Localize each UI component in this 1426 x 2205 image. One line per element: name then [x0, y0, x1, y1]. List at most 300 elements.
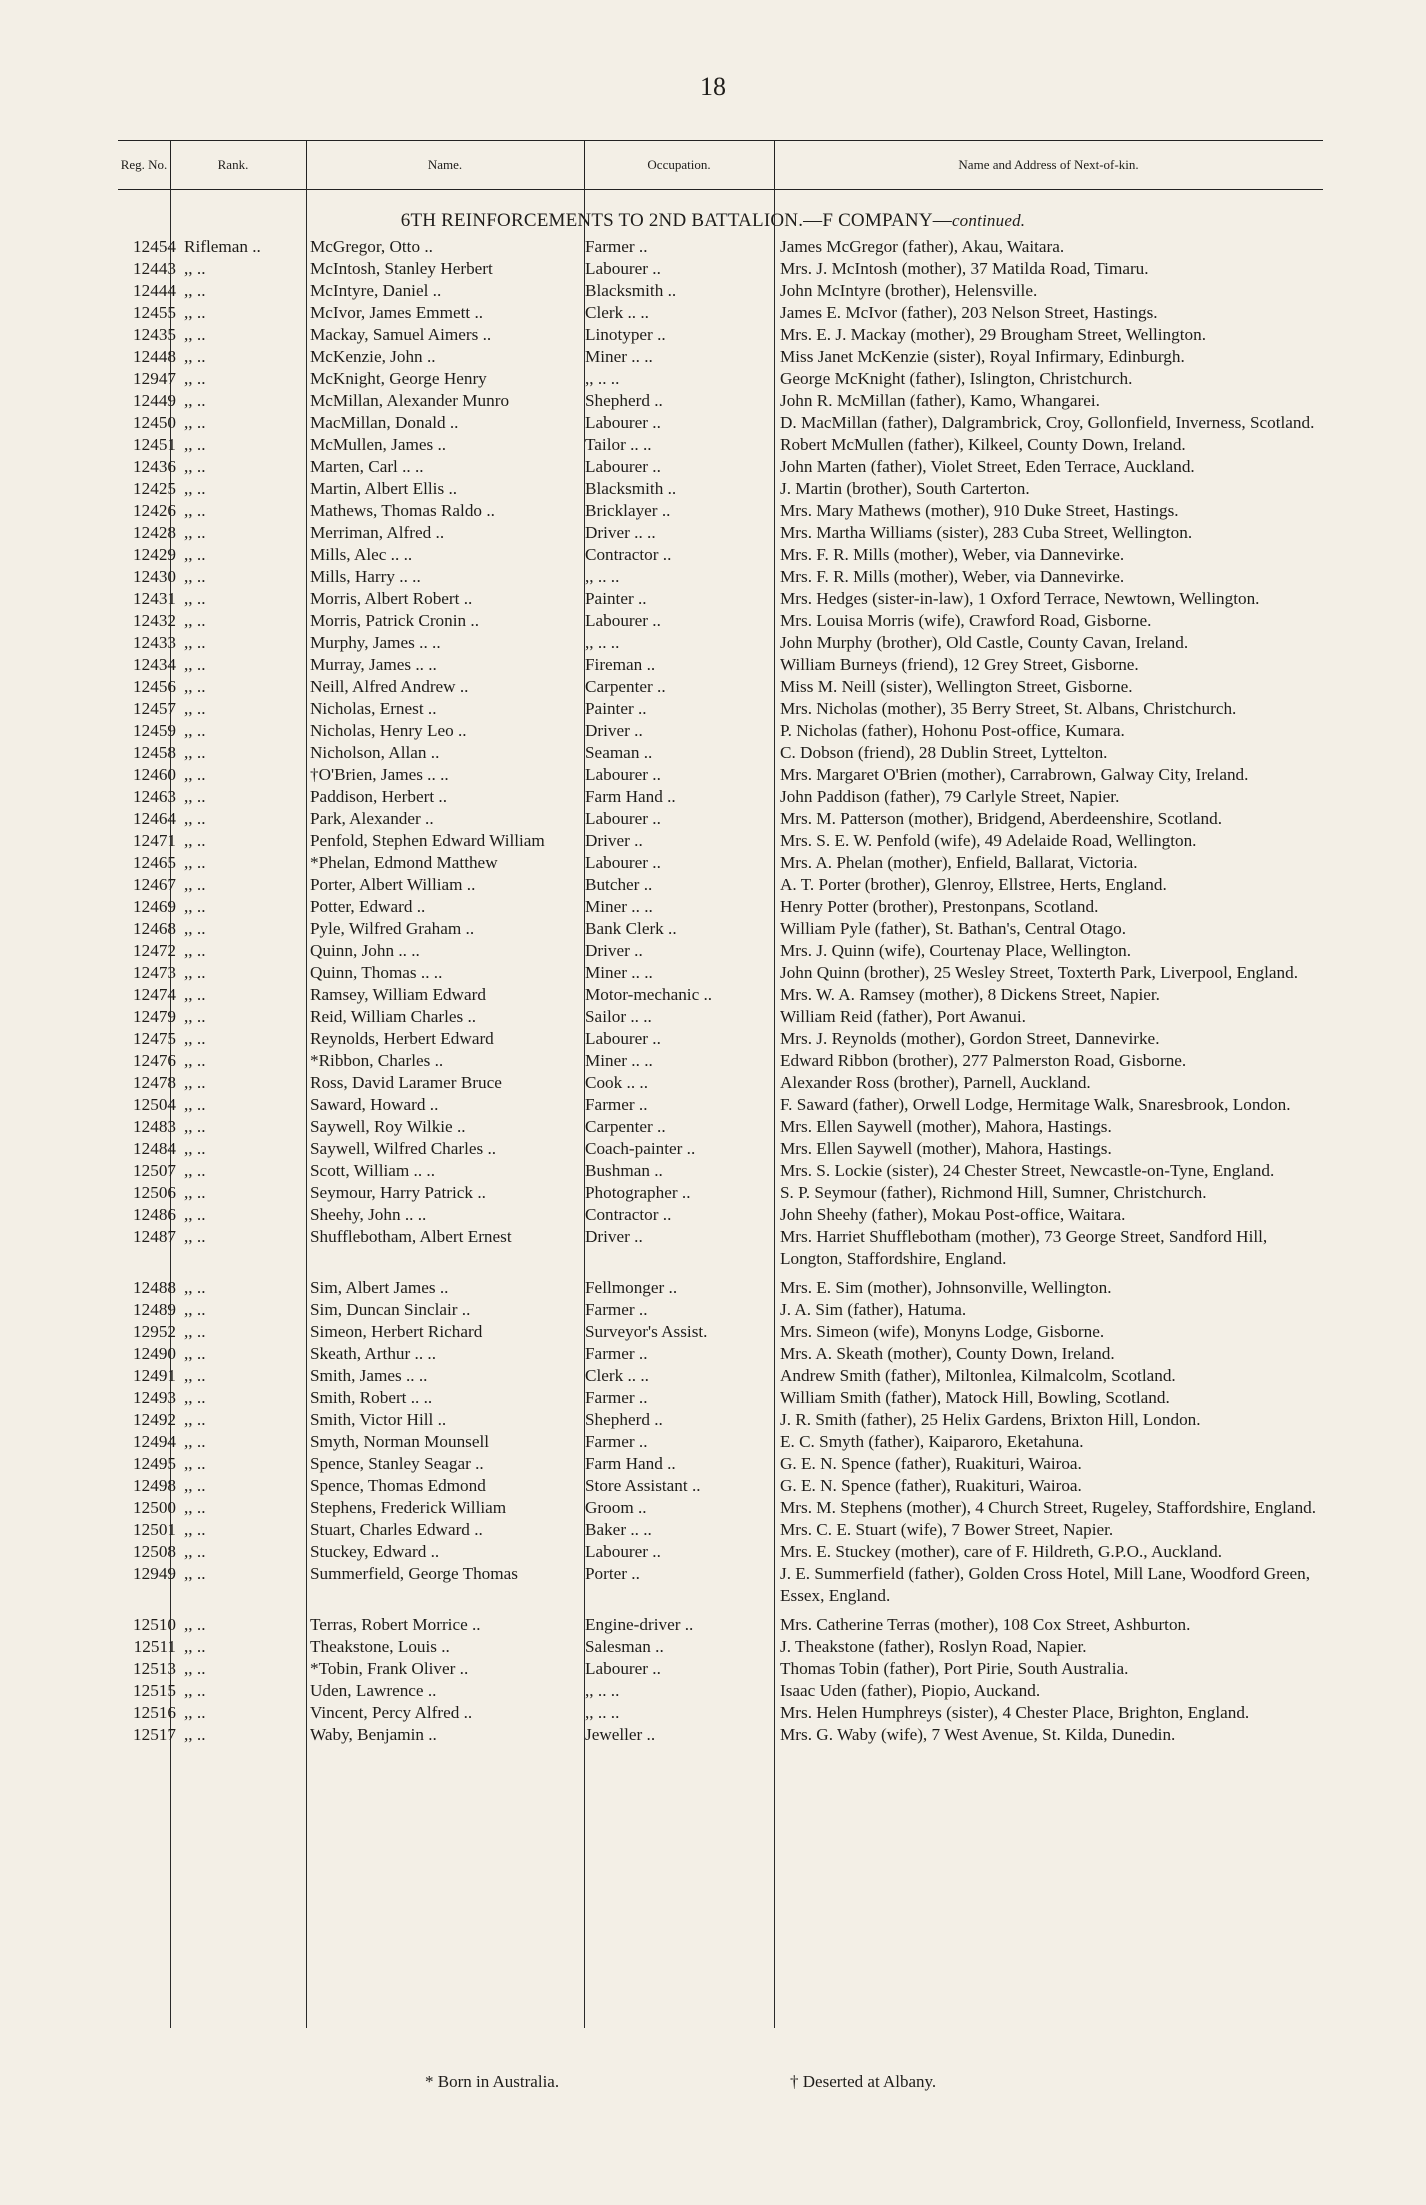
rank-cell: ,, .. [184, 1205, 206, 1224]
next-of-kin-cell: Mrs. Nicholas (mother), 35 Berry Street, St. Albans, Christchurch. [780, 699, 1237, 718]
table-row [0, 368, 1426, 390]
rank-cell: ,, .. [184, 391, 206, 410]
reg-no-cell: 12493 [133, 1388, 176, 1407]
rank-cell: ,, .. [184, 1322, 206, 1341]
rank-cell: ,, .. [184, 1183, 206, 1202]
name-cell: Scott, William .. .. [310, 1161, 436, 1180]
rank-cell: ,, .. [184, 1703, 206, 1722]
occupation-cell: Miner .. .. [585, 347, 653, 366]
rank-cell: ,, .. [184, 787, 206, 806]
reg-no-cell: 12448 [133, 347, 176, 366]
occupation-cell: Coach-painter .. [585, 1139, 696, 1158]
occupation-cell: Blacksmith .. [585, 479, 677, 498]
occupation-cell: ,, .. .. [585, 1703, 620, 1722]
occupation-cell: Driver .. [585, 831, 643, 850]
reg-no-cell: 12434 [133, 655, 176, 674]
occupation-cell: Farm Hand .. [585, 787, 676, 806]
next-of-kin-cell: John Sheehy (father), Mokau Post-office, Waitara. [780, 1205, 1126, 1224]
reg-no-cell: 12949 [133, 1564, 176, 1583]
name-cell: *Phelan, Edmond Matthew [310, 853, 498, 872]
occupation-cell: Carpenter .. [585, 1117, 666, 1136]
next-of-kin-cell: Mrs. F. R. Mills (mother), Weber, via Dannevirke. [780, 567, 1125, 586]
occupation-cell: Farm Hand .. [585, 1454, 676, 1473]
name-cell: Shufflebotham, Albert Ernest [310, 1227, 512, 1246]
occupation-cell: Contractor .. [585, 1205, 672, 1224]
rank-cell: ,, .. [184, 1007, 206, 1026]
next-of-kin-cell: Mrs. J. Quinn (wife), Courtenay Place, Wellington. [780, 941, 1132, 960]
occupation-cell: Store Assistant .. [585, 1476, 701, 1495]
rank-cell: ,, .. [184, 633, 206, 652]
next-of-kin-cell: F. Saward (father), Orwell Lodge, Hermitage Walk, Snaresbrook, London. [780, 1095, 1291, 1114]
next-of-kin-cell: Mrs. G. Waby (wife), 7 West Avenue, St. Kilda, Dunedin. [780, 1725, 1176, 1744]
reg-no-cell: 12486 [133, 1205, 176, 1224]
reg-no-cell: 12471 [133, 831, 176, 850]
name-cell: Saywell, Roy Wilkie .. [310, 1117, 466, 1136]
rank-cell: ,, .. [184, 1659, 206, 1678]
rank-cell: ,, .. [184, 1344, 206, 1363]
table-row [0, 434, 1426, 456]
rank-cell: Rifleman .. [184, 237, 261, 256]
rank-cell: ,, .. [184, 1476, 206, 1495]
rank-cell: ,, .. [184, 721, 206, 740]
table-row [0, 1006, 1426, 1028]
next-of-kin-cell: Mrs. A. Phelan (mother), Enfield, Ballarat, Victoria. [780, 853, 1138, 872]
next-of-kin-cell: James McGregor (father), Akau, Waitara. [780, 237, 1065, 256]
occupation-cell: Driver .. [585, 941, 643, 960]
reg-no-cell: 12476 [133, 1051, 176, 1070]
occupation-cell: Surveyor's Assist. [585, 1322, 708, 1341]
occupation-cell: Salesman .. [585, 1637, 664, 1656]
reg-no-cell: 12463 [133, 787, 176, 806]
name-cell: Saywell, Wilfred Charles .. [310, 1139, 497, 1158]
rank-cell: ,, .. [184, 1637, 206, 1656]
name-cell: Nicholas, Ernest .. [310, 699, 437, 718]
occupation-cell: Labourer .. [585, 1029, 661, 1048]
table-row [0, 302, 1426, 324]
next-of-kin-cell: Miss M. Neill (sister), Wellington Street, Gisborne. [780, 677, 1133, 696]
reg-no-cell: 12508 [133, 1542, 176, 1561]
name-cell: McKnight, George Henry [310, 369, 487, 388]
reg-no-cell: 12478 [133, 1073, 176, 1092]
name-cell: Mackay, Samuel Aimers .. [310, 325, 492, 344]
next-of-kin-cell: Mrs. E. Sim (mother), Johnsonville, Wellington. [780, 1278, 1112, 1297]
rank-cell: ,, .. [184, 1051, 206, 1070]
occupation-cell: Driver .. [585, 1227, 643, 1246]
name-cell: Smith, Robert .. .. [310, 1388, 433, 1407]
name-cell: Sim, Albert James .. [310, 1278, 449, 1297]
next-of-kin-cell: Mrs. A. Skeath (mother), County Down, Ireland. [780, 1344, 1115, 1363]
name-cell: McIntosh, Stanley Herbert [310, 259, 493, 278]
name-cell: Mathews, Thomas Raldo .. [310, 501, 495, 520]
rank-cell: ,, .. [184, 677, 206, 696]
rank-cell: ,, .. [184, 589, 206, 608]
next-of-kin-cell: John Marten (father), Violet Street, Eden Terrace, Auckland. [780, 457, 1195, 476]
occupation-cell: Farmer .. [585, 1300, 648, 1319]
rank-cell: ,, .. [184, 501, 206, 520]
rank-cell: ,, .. [184, 1139, 206, 1158]
table-row [0, 742, 1426, 764]
next-of-kin-cell: John Quinn (brother), 25 Wesley Street, Toxterth Park, Liverpool, England. [780, 963, 1299, 982]
name-cell: Park, Alexander .. [310, 809, 434, 828]
occupation-cell: Baker .. .. [585, 1520, 652, 1539]
next-of-kin-cell: J. Theakstone (father), Roslyn Road, Napier. [780, 1637, 1087, 1656]
rank-cell: ,, .. [184, 1073, 206, 1092]
name-cell: Smyth, Norman Mounsell [310, 1432, 490, 1451]
table-row [0, 1614, 1426, 1636]
reg-no-cell: 12428 [133, 523, 176, 542]
rank-cell: ,, .. [184, 1564, 206, 1583]
occupation-cell: Miner .. .. [585, 1051, 653, 1070]
column-rank: Rank. [217, 157, 249, 172]
next-of-kin-cell: George McKnight (father), Islington, Christchurch. [780, 369, 1133, 388]
reg-no-cell: 12489 [133, 1300, 176, 1319]
rank-cell: ,, .. [184, 1278, 206, 1297]
reg-no-cell: 12465 [133, 853, 176, 872]
table-row [0, 390, 1426, 412]
table-row [0, 1226, 1426, 1277]
table-row [0, 1028, 1426, 1050]
occupation-cell: Carpenter .. [585, 677, 666, 696]
table-row [0, 1160, 1426, 1182]
occupation-cell: Blacksmith .. [585, 281, 677, 300]
reg-no-cell: 12500 [133, 1498, 176, 1517]
table-row [0, 676, 1426, 698]
occupation-cell: Engine-driver .. [585, 1615, 694, 1634]
name-cell: Stephens, Frederick William [310, 1498, 507, 1517]
reg-no-cell: 12479 [133, 1007, 176, 1026]
name-cell: Quinn, Thomas .. .. [310, 963, 443, 982]
name-cell: Potter, Edward .. [310, 897, 426, 916]
table-row [0, 1387, 1426, 1409]
rank-cell: ,, .. [184, 875, 206, 894]
rank-cell: ,, .. [184, 831, 206, 850]
table-row [0, 1138, 1426, 1160]
name-cell: Pyle, Wilfred Graham .. [310, 919, 475, 938]
occupation-cell: Miner .. .. [585, 897, 653, 916]
next-of-kin-cell: William Smith (father), Matock Hill, Bowling, Scotland. [780, 1388, 1170, 1407]
reg-no-cell: 12947 [133, 369, 176, 388]
table-row [0, 918, 1426, 940]
reg-no-cell: 12443 [133, 259, 176, 278]
table-row [0, 346, 1426, 368]
rank-cell: ,, .. [184, 1117, 206, 1136]
next-of-kin-cell: Mrs. C. E. Stuart (wife), 7 Bower Street, Napier. [780, 1520, 1114, 1539]
reg-no-cell: 12436 [133, 457, 176, 476]
name-cell: Martin, Albert Ellis .. [310, 479, 458, 498]
table-row [0, 720, 1426, 742]
occupation-cell: Farmer .. [585, 1344, 648, 1363]
next-of-kin-cell: G. E. N. Spence (father), Ruakituri, Wairoa. [780, 1476, 1082, 1495]
rank-cell: ,, .. [184, 413, 206, 432]
name-cell: Spence, Thomas Edmond [310, 1476, 486, 1495]
occupation-cell: Bank Clerk .. [585, 919, 677, 938]
occupation-cell: ,, .. .. [585, 567, 620, 586]
table-row [0, 1541, 1426, 1563]
name-cell: *Ribbon, Charles .. [310, 1051, 444, 1070]
name-cell: Ramsey, William Edward [310, 985, 486, 1004]
rank-cell: ,, .. [184, 853, 206, 872]
table-row [0, 1204, 1426, 1226]
next-of-kin-cell: S. P. Seymour (father), Richmond Hill, Sumner, Christchurch. [780, 1183, 1207, 1202]
occupation-cell: Sailor .. .. [585, 1007, 652, 1026]
next-of-kin-cell: A. T. Porter (brother), Glenroy, Ellstree, Herts, England. [780, 875, 1167, 894]
next-of-kin-cell: Mrs. Mary Mathews (mother), 910 Duke Street, Hastings. [780, 501, 1179, 520]
next-of-kin-cell: G. E. N. Spence (father), Ruakituri, Wairoa. [780, 1454, 1082, 1473]
occupation-cell: Labourer .. [585, 1659, 661, 1678]
next-of-kin-cell: Mrs. Harriet Shufflebotham (mother), 73 George Street, Sandford Hill, Longton, Staffordshire, England. [780, 1227, 1268, 1268]
next-of-kin-cell: D. MacMillan (father), Dalgrambrick, Croy, Gollonfield, Inverness, Scotland. [780, 413, 1315, 432]
next-of-kin-cell: Thomas Tobin (father), Port Pirie, South Australia. [780, 1659, 1129, 1678]
table-row [0, 258, 1426, 280]
table-row [0, 654, 1426, 676]
occupation-cell: Labourer .. [585, 853, 661, 872]
occupation-cell: Labourer .. [585, 457, 661, 476]
table-row [0, 280, 1426, 302]
table-row [0, 324, 1426, 346]
rank-cell: ,, .. [184, 1029, 206, 1048]
column-next-of-kin: Name and Address of Next-of-kin. [958, 157, 1139, 172]
name-cell: Terras, Robert Morrice .. [310, 1615, 481, 1634]
table-row [0, 1116, 1426, 1138]
next-of-kin-cell: Mrs. Ellen Saywell (mother), Mahora, Hastings. [780, 1117, 1112, 1136]
rank-cell: ,, .. [184, 281, 206, 300]
occupation-cell: Clerk .. .. [585, 303, 649, 322]
rank-cell: ,, .. [184, 347, 206, 366]
name-cell: Waby, Benjamin .. [310, 1725, 437, 1744]
column-header [118, 140, 1323, 190]
name-cell: Simeon, Herbert Richard [310, 1322, 483, 1341]
name-cell: Sheehy, John .. .. [310, 1205, 427, 1224]
reg-no-cell: 12491 [133, 1366, 176, 1385]
next-of-kin-cell: Andrew Smith (father), Miltonlea, Kilmalcolm, Scotland. [780, 1366, 1176, 1385]
next-of-kin-cell: Mrs. E. Stuckey (mother), care of F. Hildreth, G.P.O., Auckland. [780, 1542, 1223, 1561]
reg-no-cell: 12430 [133, 567, 176, 586]
rank-cell: ,, .. [184, 1388, 206, 1407]
table-row [0, 236, 1426, 258]
table-row [0, 852, 1426, 874]
table-row [0, 456, 1426, 478]
table-row [0, 1072, 1426, 1094]
rank-cell: ,, .. [184, 1161, 206, 1180]
reg-no-cell: 12495 [133, 1454, 176, 1473]
reg-no-cell: 12510 [133, 1615, 176, 1634]
reg-no-cell: 12483 [133, 1117, 176, 1136]
reg-no-cell: 12457 [133, 699, 176, 718]
reg-no-cell: 12952 [133, 1322, 176, 1341]
occupation-cell: Driver .. .. [585, 523, 656, 542]
name-cell: Mills, Harry .. .. [310, 567, 421, 586]
table-row [0, 1409, 1426, 1431]
reg-no-cell: 12516 [133, 1703, 176, 1722]
name-cell: Seymour, Harry Patrick .. [310, 1183, 486, 1202]
next-of-kin-cell: Edward Ribbon (brother), 277 Palmerston Road, Gisborne. [780, 1051, 1187, 1070]
rank-cell: ,, .. [184, 941, 206, 960]
reg-no-cell: 12504 [133, 1095, 176, 1114]
rank-cell: ,, .. [184, 1432, 206, 1451]
reg-no-cell: 12455 [133, 303, 176, 322]
name-cell: Smith, James .. .. [310, 1366, 428, 1385]
next-of-kin-cell: Alexander Ross (brother), Parnell, Auckland. [780, 1073, 1091, 1092]
rank-cell: ,, .. [184, 369, 206, 388]
name-cell: McIntyre, Daniel .. [310, 281, 442, 300]
occupation-cell: Tailor .. .. [585, 435, 652, 454]
table-row [0, 544, 1426, 566]
next-of-kin-cell: Henry Potter (brother), Prestonpans, Scotland. [780, 897, 1099, 916]
occupation-cell: ,, .. .. [585, 633, 620, 652]
rank-cell: ,, .. [184, 765, 206, 784]
table-row [0, 1636, 1426, 1658]
reg-no-cell: 12456 [133, 677, 176, 696]
reg-no-cell: 12425 [133, 479, 176, 498]
table-row [0, 1277, 1426, 1299]
reg-no-cell: 12449 [133, 391, 176, 410]
next-of-kin-cell: William Reid (father), Port Awanui. [780, 1007, 1026, 1026]
table-row [0, 786, 1426, 808]
occupation-cell: Contractor .. [585, 545, 672, 564]
rank-cell: ,, .. [184, 479, 206, 498]
rank-cell: ,, .. [184, 1520, 206, 1539]
occupation-cell: Labourer .. [585, 1542, 661, 1561]
next-of-kin-cell: E. C. Smyth (father), Kaiparoro, Eketahuna. [780, 1432, 1084, 1451]
next-of-kin-cell: J. Martin (brother), South Carterton. [780, 479, 1030, 498]
occupation-cell: Farmer .. [585, 1095, 648, 1114]
name-cell: Neill, Alfred Andrew .. [310, 677, 469, 696]
next-of-kin-cell: C. Dobson (friend), 28 Dublin Street, Lyttelton. [780, 743, 1108, 762]
name-cell: Marten, Carl .. .. [310, 457, 424, 476]
rank-cell: ,, .. [184, 655, 206, 674]
occupation-cell: Labourer .. [585, 413, 661, 432]
reg-no-cell: 12433 [133, 633, 176, 652]
next-of-kin-cell: John Paddison (father), 79 Carlyle Street, Napier. [780, 787, 1120, 806]
table-row [0, 1724, 1426, 1746]
occupation-cell: Driver .. [585, 721, 643, 740]
name-cell: Stuckey, Edward .. [310, 1542, 440, 1561]
table-row [0, 1519, 1426, 1541]
reg-no-cell: 12517 [133, 1725, 176, 1744]
table-row [0, 830, 1426, 852]
page-number: 18 [700, 72, 726, 101]
table-row [0, 1563, 1426, 1614]
register-table [0, 236, 1426, 1746]
occupation-cell: Miner .. .. [585, 963, 653, 982]
occupation-cell: Labourer .. [585, 611, 661, 630]
rank-cell: ,, .. [184, 809, 206, 828]
name-cell: Penfold, Stephen Edward William [310, 831, 545, 850]
rank-cell: ,, .. [184, 743, 206, 762]
footnote-born: * Born in Australia. [425, 2072, 560, 2091]
table-row [0, 1094, 1426, 1116]
rank-cell: ,, .. [184, 523, 206, 542]
occupation-cell: Bushman .. [585, 1161, 663, 1180]
reg-no-cell: 12435 [133, 325, 176, 344]
reg-no-cell: 12429 [133, 545, 176, 564]
occupation-cell: Jeweller .. [585, 1725, 656, 1744]
reg-no-cell: 12450 [133, 413, 176, 432]
next-of-kin-cell: Mrs. J. McIntosh (mother), 37 Matilda Road, Timaru. [780, 259, 1149, 278]
occupation-cell: Labourer .. [585, 809, 661, 828]
name-cell: Morris, Albert Robert .. [310, 589, 473, 608]
reg-no-cell: 12487 [133, 1227, 176, 1246]
rank-cell: ,, .. [184, 1300, 206, 1319]
name-cell: Reynolds, Herbert Edward [310, 1029, 494, 1048]
next-of-kin-cell: Mrs. Ellen Saywell (mother), Mahora, Hastings. [780, 1139, 1112, 1158]
table-row [0, 874, 1426, 896]
rank-cell: ,, .. [184, 545, 206, 564]
rank-cell: ,, .. [184, 1227, 206, 1246]
table-row [0, 412, 1426, 434]
occupation-cell: Farmer .. [585, 237, 648, 256]
table-row [0, 1431, 1426, 1453]
next-of-kin-cell: Mrs. M. Stephens (mother), 4 Church Street, Rugeley, Staffordshire, England. [780, 1498, 1317, 1517]
table-row [0, 1658, 1426, 1680]
name-cell: Nicholson, Allan .. [310, 743, 440, 762]
name-cell: Quinn, John .. .. [310, 941, 420, 960]
next-of-kin-cell: Mrs. Martha Williams (sister), 283 Cuba Street, Wellington. [780, 523, 1193, 542]
rank-cell: ,, .. [184, 435, 206, 454]
name-cell: McGregor, Otto .. [310, 237, 433, 256]
occupation-cell: Cook .. .. [585, 1073, 649, 1092]
next-of-kin-cell: Mrs. F. R. Mills (mother), Weber, via Dannevirke. [780, 545, 1125, 564]
name-cell: McMillan, Alexander Munro [310, 391, 510, 410]
rank-cell: ,, .. [184, 1095, 206, 1114]
name-cell: Mills, Alec .. .. [310, 545, 413, 564]
table-row [0, 808, 1426, 830]
name-cell: Merriman, Alfred .. [310, 523, 445, 542]
next-of-kin-cell: Mrs. M. Patterson (mother), Bridgend, Aberdeenshire, Scotland. [780, 809, 1223, 828]
name-cell: Nicholas, Henry Leo .. [310, 721, 467, 740]
next-of-kin-cell: William Pyle (father), St. Bathan's, Central Otago. [780, 919, 1127, 938]
next-of-kin-cell: Mrs. S. E. W. Penfold (wife), 49 Adelaide Road, Wellington. [780, 831, 1197, 850]
table-row [0, 588, 1426, 610]
reg-no-cell: 12515 [133, 1681, 176, 1700]
section-title [0, 210, 1426, 232]
name-cell: Morris, Patrick Cronin .. [310, 611, 479, 630]
table-row [0, 522, 1426, 544]
reg-no-cell: 12444 [133, 281, 176, 300]
reg-no-cell: 12426 [133, 501, 176, 520]
reg-no-cell: 12513 [133, 1659, 176, 1678]
reg-no-cell: 12488 [133, 1278, 176, 1297]
next-of-kin-cell: Mrs. Hedges (sister-in-law), 1 Oxford Terrace, Newtown, Wellington. [780, 589, 1260, 608]
rank-cell: ,, .. [184, 457, 206, 476]
occupation-cell: Painter .. [585, 699, 647, 718]
rank-cell: ,, .. [184, 1454, 206, 1473]
name-cell: McMullen, James .. [310, 435, 447, 454]
rank-cell: ,, .. [184, 1410, 206, 1429]
rank-cell: ,, .. [184, 259, 206, 278]
rank-cell: ,, .. [184, 699, 206, 718]
occupation-cell: Butcher .. [585, 875, 653, 894]
name-cell: Summerfield, George Thomas [310, 1564, 518, 1583]
next-of-kin-cell: Mrs. Simeon (wife), Monyns Lodge, Gisborne. [780, 1322, 1105, 1341]
reg-no-cell: 12460 [133, 765, 176, 784]
reg-no-cell: 12464 [133, 809, 176, 828]
table-row [0, 764, 1426, 786]
name-cell: Murphy, James .. .. [310, 633, 441, 652]
name-cell: Skeath, Arthur .. .. [310, 1344, 437, 1363]
occupation-cell: Porter .. [585, 1564, 640, 1583]
occupation-cell: Motor-mechanic .. [585, 985, 713, 1004]
column-name: Name. [427, 157, 463, 172]
section-title-text: 6TH REINFORCEMENTS TO 2ND BATTALION.—F COMPANY— [400, 210, 952, 231]
name-cell: Stuart, Charles Edward .. [310, 1520, 483, 1539]
reg-no-cell: 12484 [133, 1139, 176, 1158]
name-cell: Ross, David Laramer Bruce [310, 1073, 502, 1092]
table-row [0, 896, 1426, 918]
section-title-suffix: continued. [951, 211, 1026, 230]
next-of-kin-cell: Robert McMullen (father), Kilkeel, County Down, Ireland. [780, 435, 1186, 454]
reg-no-cell: 12451 [133, 435, 176, 454]
